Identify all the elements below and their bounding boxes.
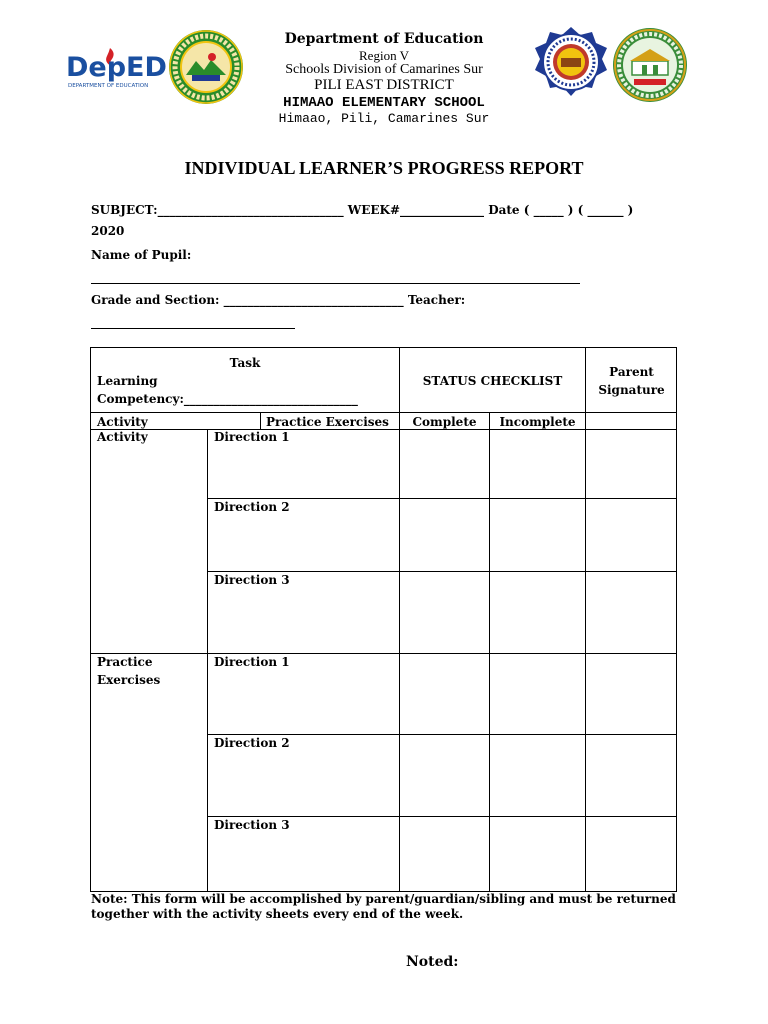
group-label-activity: Activity bbox=[97, 430, 148, 444]
col-practice-exercises: Practice Exercises bbox=[266, 415, 389, 429]
noted-label: Noted: bbox=[406, 954, 459, 970]
teacher-name-line bbox=[91, 328, 295, 329]
direction-label: Direction 1 bbox=[214, 655, 290, 669]
deped-logo bbox=[66, 44, 170, 90]
deped-caption: DEPARTMENT OF EDUCATION bbox=[68, 83, 149, 89]
learning-competency-label: Learning Competency:_____________________________ bbox=[97, 374, 358, 406]
col-incomplete: Incomplete bbox=[499, 415, 576, 429]
department-name: Department of Education bbox=[284, 31, 484, 47]
pupil-name-line bbox=[91, 283, 580, 284]
direction-label: Direction 3 bbox=[214, 818, 290, 832]
col-complete: Complete bbox=[412, 415, 477, 429]
school-name: HIMAAO ELEMENTARY SCHOOL bbox=[283, 95, 485, 111]
district-seal bbox=[534, 26, 608, 100]
region: Region V bbox=[359, 48, 409, 63]
pupil-name-label: Name of Pupil: bbox=[91, 248, 192, 262]
direction-label: Direction 1 bbox=[214, 430, 290, 444]
direction-label: Direction 2 bbox=[214, 736, 290, 750]
division-seal bbox=[168, 29, 244, 105]
report-title: INDIVIDUAL LEARNER’S PROGRESS REPORT bbox=[184, 158, 584, 178]
parent-signature-header: Parent Signature bbox=[598, 365, 665, 397]
direction-label: Direction 3 bbox=[214, 573, 290, 587]
direction-label: Direction 2 bbox=[214, 500, 290, 514]
grade-section-teacher-line: Grade and Section: ______________________________ Teacher: bbox=[91, 293, 466, 307]
subject-week-date-line: SUBJECT:_______________________________ WEEK#______________ Date ( _____ ) ( ______ ) bbox=[91, 203, 634, 217]
col-activity: Activity bbox=[97, 415, 148, 429]
school-address: Himaao, Pili, Camarines Sur bbox=[278, 111, 490, 126]
deped-wordmark: DepED bbox=[66, 52, 167, 83]
group-label-practice-exercises: Practice Exercises bbox=[97, 655, 161, 687]
status-checklist-header: STATUS CHECKLIST bbox=[422, 374, 563, 388]
task-header: Task bbox=[229, 356, 261, 370]
district-name: PILI EAST DISTRICT bbox=[314, 77, 454, 93]
year: 2020 bbox=[91, 224, 125, 238]
form-note: Note: This form will be accomplished by parent/guardian/sibling and must be returned together with the activity sheets every end of the week. bbox=[91, 892, 676, 921]
division-name: Schools Division of Camarines Sur bbox=[285, 62, 483, 77]
school-seal bbox=[612, 27, 688, 103]
